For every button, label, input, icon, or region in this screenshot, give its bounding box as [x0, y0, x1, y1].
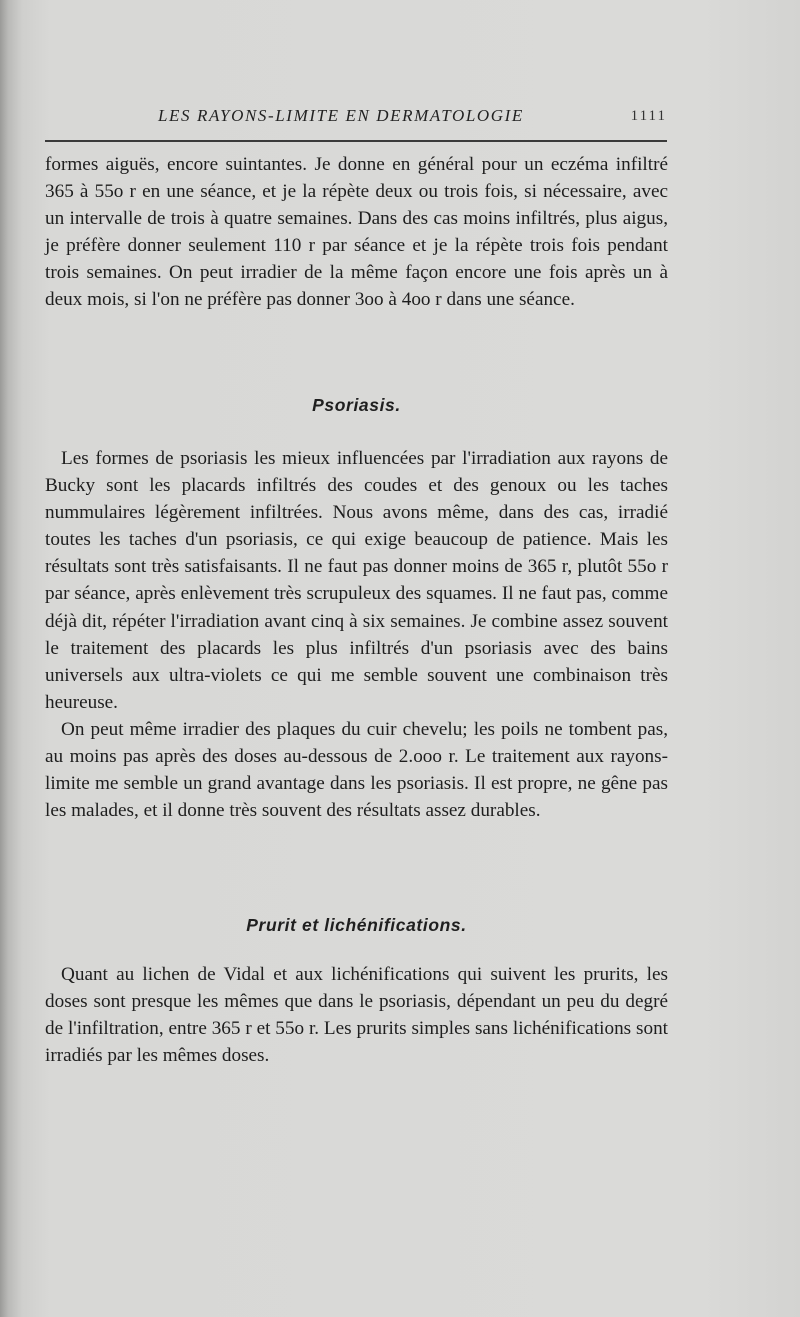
prurit-paragraph: Quant au lichen de Vidal et aux lichénifications qui suivent les prurits, les doses sont presque les mêmes que dans le psoriasis, dépendant un peu du degré de l'infiltration, entre 365 r et 55o r. Les prurits simples sans lichénifications sont irradiés par les mêmes doses.	[45, 964, 668, 1067]
running-title: LES RAYONS-LIMITE EN DERMATOLOGIE	[158, 106, 524, 125]
psoriasis-text-block	[45, 445, 668, 824]
page-header	[45, 104, 667, 128]
prurit-text-block	[45, 961, 668, 1069]
section-heading-psoriasis: Psoriasis.	[312, 395, 401, 415]
psoriasis-paragraph-2: On peut même irradier des plaques du cuir chevelu; les poils ne tombent pas, au moins pas après des doses au-dessous de 2.ooo r. Le traitement aux rayons-limite me semble un grand avantage dans les psoriasis. Il est propre, ne gêne pas les malades, et il donne très souvent des résultats assez durables.	[45, 718, 668, 822]
psoriasis-paragraph-1: Les formes de psoriasis les mieux influencées par l'irradiation aux rayons de Bucky sont les placards infiltrés des coudes et des genoux ou les taches nummulaires légèrement infiltrées. Nous avons même, dans des cas, irradié toutes les taches d'un psoriasis, ce qui exige beaucoup de patience. Mais les résultats sont très satisfaisants. Il ne faut pas donner moins de 365 r, plutôt 55o r par séance, après enlèvement très scrupuleux des squames. Il ne faut pas, comme déjà dit, répéter l'irradiation avant cinq à six semaines. Je combine assez souvent le traitement des placards les plus infiltrés d'un psoriasis avec des bains universels aux ultra-violets ce qui me semble souvent une combinaison très heureuse.	[45, 448, 668, 713]
section-heading-prurit: Prurit et lichénifications.	[246, 915, 467, 935]
page-number: 1111	[630, 108, 667, 124]
intro-paragraph: formes aiguës, encore suintantes. Je donne en général pour un eczéma infiltré 365 à 55o r en une séance, et je la répète deux ou trois fois, si nécessaire, avec un intervalle de trois à quatre semaines. Dans des cas moins infiltrés, plus aigus, je préfère donner seulement 110 r par séance et je la répète trois fois pendant trois semaines. On peut irradier de la même façon encore une fois après un à deux mois, si l'on ne préfère pas donner 3oo à 4oo r dans une séance.	[45, 154, 668, 311]
intro-text-block	[45, 151, 668, 314]
header-rule	[45, 140, 667, 142]
